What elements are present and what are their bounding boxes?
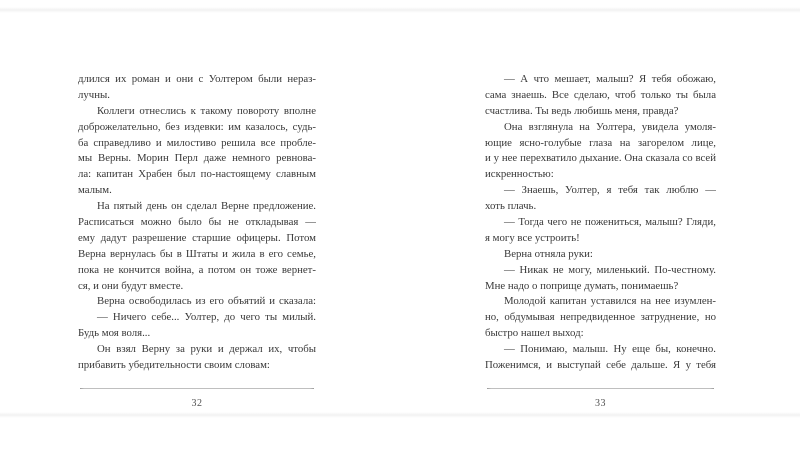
text-line: пока не кончится война, а потом он тоже вернет- (78, 263, 316, 276)
text-line: Мне надо о поприще думать, понимаешь? (485, 279, 679, 292)
text-line: — Тогда чего не пожениться, малыш? Гляди, (504, 216, 716, 229)
text-line: лучны. (78, 88, 110, 101)
footer-rule-right (487, 388, 714, 389)
text-line: быстро нашел выход: (485, 327, 584, 340)
text-line: длился их роман и они с Уолтером были нераз- (78, 73, 316, 85)
text-line: Молодой капитан уставился на нее изумлен- (504, 295, 716, 308)
text-line: Верна вернулась бы в Штаты и жила в его семье, (78, 247, 316, 260)
text-line: Расписаться можно было бы не откладывая — (78, 216, 316, 229)
text-line: Она взглянула на Уолтера, увидела умоля- (504, 120, 716, 133)
text-line: — Знаешь, Уолтер, я тебя так люблю — (504, 184, 716, 197)
text-line: я могу все устроить! (485, 231, 580, 244)
text-line: На пятый день он сделал Верне предложение. (97, 200, 316, 213)
text-line: Он взял Верну за руки и держал их, чтобы (97, 343, 316, 356)
page-right-text (485, 72, 716, 374)
text-line: Будь моя воля... (78, 327, 151, 340)
text-line: — Ничего себе... Уолтер, до чего ты милый. (97, 311, 316, 324)
text-line: — Никак не могу, миленький. По-честному. (504, 263, 716, 276)
text-line: прибавить убедительности своим словам: (78, 359, 270, 372)
text-line: Верна освободилась из его объятий и сказала: (97, 295, 316, 308)
page-left-text (78, 72, 316, 374)
page-number-left: 32 (191, 398, 203, 409)
text-line: — Понимаю, малыш. Ну еще бы, конечно. (504, 343, 716, 356)
text-line: — А что мешает, малыш? Я тебя обожаю, (504, 73, 716, 85)
page-left (78, 0, 316, 471)
page-right (485, 0, 716, 471)
text-line: ющие ясно-голубые глаза на загорелом лице, (485, 136, 716, 149)
text-line: ба справедливо и милостиво решила все пробле- (78, 136, 316, 149)
text-line: Коллеги отнеслись к такому повороту вполне (97, 104, 316, 117)
text-line: доброжелательно, без издевки: им казалось, судь- (78, 120, 316, 133)
text-line: сама знаешь. Все сделаю, чтоб только ты была (485, 88, 716, 101)
text-line: Верна отняла руки: (504, 247, 593, 260)
text-line: и у нее перехватило дыхание. Она сказала со всей (485, 152, 716, 165)
footer-rule-left (80, 388, 314, 389)
text-line: счастлива. Ты ведь любишь меня, правда? (485, 104, 679, 117)
text-line: малым. (78, 184, 112, 197)
text-line: искренностью: (485, 168, 554, 181)
text-line: ему дадут разрешение старшие офицеры. Потом (78, 231, 316, 244)
text-line: но, обдумывая непредвиденное затруднение, но (485, 311, 716, 324)
text-line: мы Верны. Морин Перл даже немного ревнова- (78, 152, 316, 165)
page-number-right: 33 (595, 398, 606, 409)
text-line: ся, и они будут вместе. (78, 279, 184, 292)
text-line: ла: капитан Храбен был по-настоящему славным (78, 168, 316, 181)
text-line: Поженимся, и выступай себе дальше. Я у тебя (485, 359, 716, 372)
text-line: хоть плачь. (485, 200, 537, 213)
